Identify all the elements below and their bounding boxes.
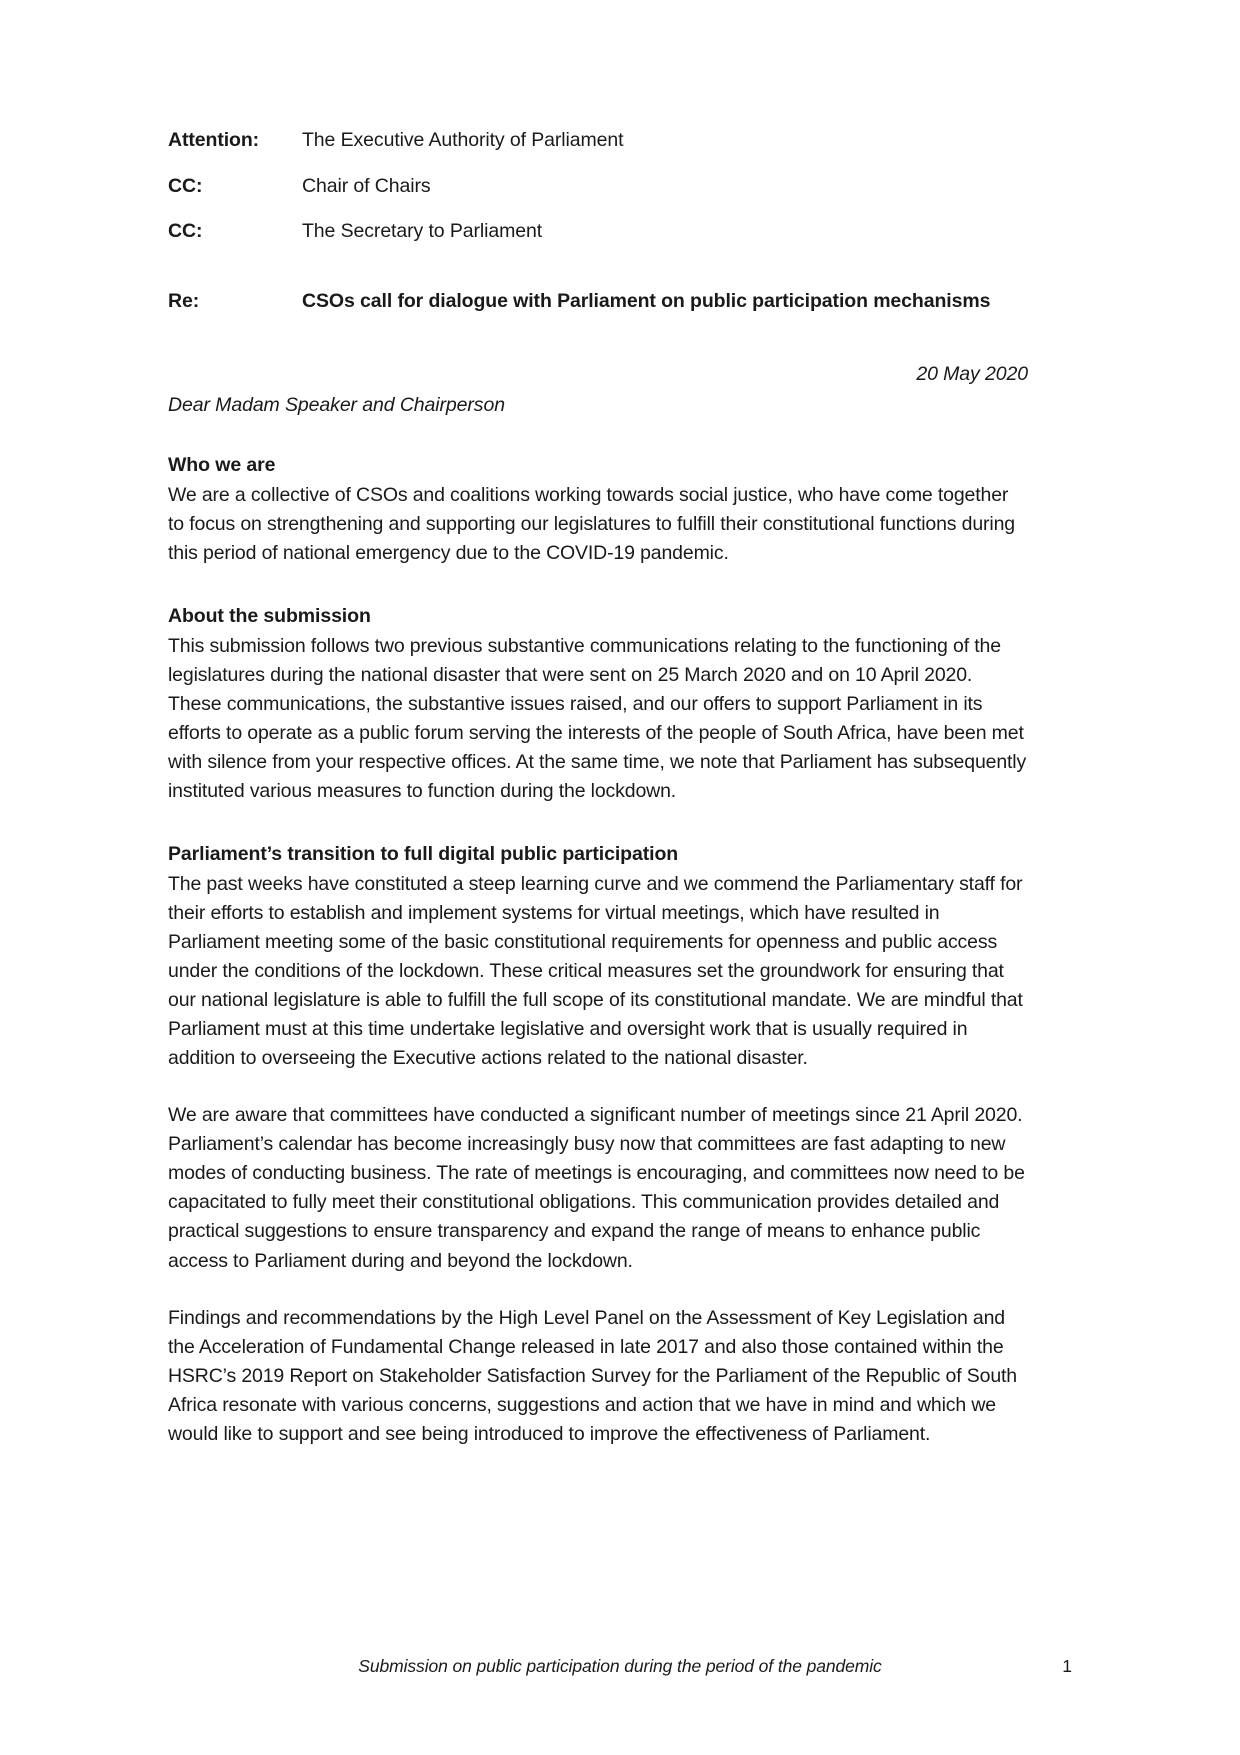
footer-page-number: 1 bbox=[1062, 1656, 1072, 1676]
address-value-attention: The Executive Authority of Parliament bbox=[302, 129, 624, 151]
address-label-attention: Attention: bbox=[168, 129, 260, 151]
address-row-attention bbox=[168, 128, 1028, 154]
page-footer bbox=[168, 1656, 1072, 1677]
footer-title: Submission on public participation during the period of the pandemic bbox=[358, 1656, 882, 1676]
letter-date: 20 May 2020 bbox=[916, 362, 1028, 385]
paragraph-digital-participation-2: We are aware that committees have conducted a significant number of meetings since 21 April 2020. Parliament’s calendar has become increasingly busy now that committees are fast adapting to new modes of conducting business. The rate of meetings is encouraging, and committees now need to be capacitated to fully meet their constitutional obligations. This communication provides detailed and practical suggestions to ensure transparency and expand the range of means to enhance public access to Parliament during and beyond the lockdown. bbox=[168, 1104, 1025, 1272]
section-digital-participation bbox=[168, 840, 1028, 1449]
subject-value: CSOs call for dialogue with Parliament on public participation mechanisms bbox=[302, 290, 991, 313]
letter-salutation: Dear Madam Speaker and Chairperson bbox=[168, 393, 505, 416]
subject-row bbox=[168, 289, 1028, 315]
document-body bbox=[168, 128, 1028, 1449]
address-label-cc-2: CC: bbox=[168, 220, 203, 243]
address-row-cc-1 bbox=[168, 174, 1028, 200]
section-who-we-are bbox=[168, 451, 1028, 568]
section-about-the-submission bbox=[168, 602, 1028, 806]
address-value-cc-2: The Secretary to Parliament bbox=[302, 220, 543, 243]
subject-label: Re: bbox=[168, 290, 200, 313]
section-heading-who-we-are: Who we are bbox=[168, 453, 276, 476]
address-value-cc-1: Chair of Chairs bbox=[302, 174, 431, 197]
paragraph-digital-participation-3: Findings and recommendations by the High Level Panel on the Assessment of Key Legislation and the Acceleration of Fundamental Change released in late 2017 and also those contained within the HSRC’s 2019 Report on Stakeholder Satisfaction Survey for the Parliament of the Republic of South Africa resonate with various concerns, suggestions and action that we have in mind and which we would like to support and see being introduced to improve the effectiveness of Parliament. bbox=[168, 1306, 1017, 1445]
address-label-cc-1: CC: bbox=[168, 174, 203, 197]
section-heading-about-the-submission: About the submission bbox=[168, 604, 371, 627]
address-row-cc-2 bbox=[168, 219, 1028, 245]
paragraph-about-the-submission-1: This submission follows two previous substantive communications relating to the functioning of the legislatures during the national disaster that were sent on 25 March 2020 and on 10 April 2020. These communications, the substantive issues raised, and our offers to support Parliament in its efforts to operate as a public forum serving the interests of the people of South Africa, have been met with silence from your respective offices. At the same time, we note that Parliament has subsequently instituted various measures to function during the lockdown. bbox=[168, 634, 1027, 803]
paragraph-digital-participation-1: The past weeks have constituted a steep learning curve and we commend the Parliamentary staff for their efforts to establish and implement systems for virtual meetings, which have resulted in Parliament meeting some of the basic constitutional requirements for openness and public access under the conditions of the lockdown. These critical measures set the groundwork for ensuring that our national legislature is able to fulfill the full scope of its constitutional mandate. We are mindful that Parliament must at this time undertake legislative and oversight work that is usually required in addition to overseeing the Executive actions related to the national disaster. bbox=[168, 872, 1023, 1070]
section-heading-digital-participation: Parliament’s transition to full digital public participation bbox=[168, 843, 679, 866]
paragraph-who-we-are-1: We are a collective of CSOs and coalitions working towards social justice, who have come together to focus on strengthening and supporting our legislatures to fulfill their constitutional functions during this period of national emergency due to the COVID-19 pandemic. bbox=[168, 483, 1015, 564]
